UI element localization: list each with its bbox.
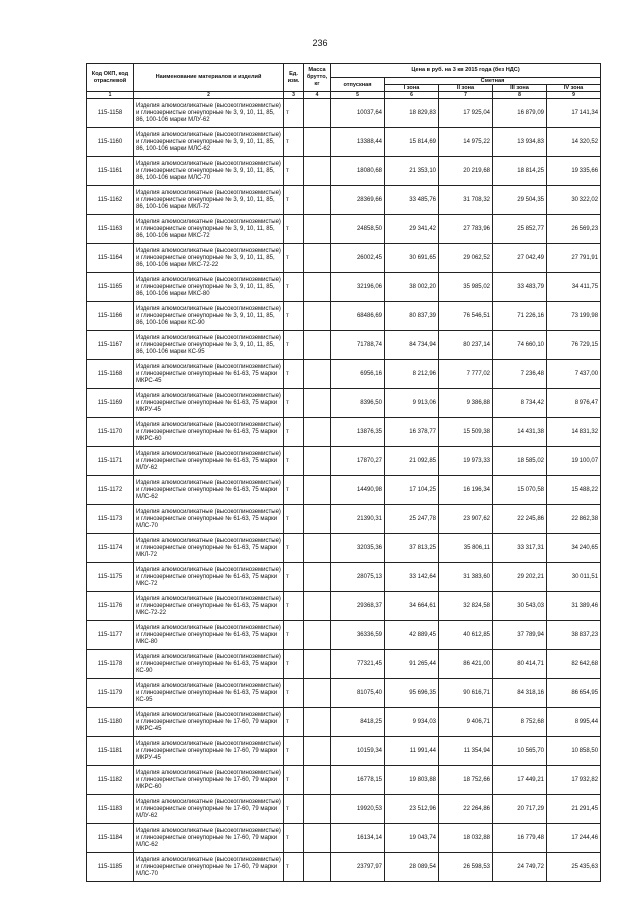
- row-zone-1-price: 23 512,96: [385, 795, 439, 824]
- row-release-price: 8418,25: [331, 708, 385, 737]
- row-code: 115-1183: [87, 795, 134, 824]
- row-release-price: 81075,40: [331, 679, 385, 708]
- row-zone-4-price: 10 858,50: [547, 737, 601, 766]
- row-unit: т: [284, 476, 304, 505]
- row-zone-1-price: 84 734,94: [385, 331, 439, 360]
- row-unit: т: [284, 650, 304, 679]
- row-code: 115-1166: [87, 302, 134, 331]
- row-release-price: 28075,13: [331, 563, 385, 592]
- row-zone-4-price: 15 488,22: [547, 476, 601, 505]
- table-row: [87, 157, 601, 186]
- row-release-price: 68486,69: [331, 302, 385, 331]
- row-mass: [304, 621, 331, 650]
- row-unit: т: [284, 273, 304, 302]
- header-zone-3: III зона: [493, 85, 547, 92]
- row-zone-2-price: 29 062,52: [439, 244, 493, 273]
- row-code: 115-1163: [87, 215, 134, 244]
- row-zone-1-price: 25 247,78: [385, 505, 439, 534]
- row-release-price: 18080,68: [331, 157, 385, 186]
- row-zone-3-price: 16 779,48: [493, 824, 547, 853]
- row-unit: т: [284, 128, 304, 157]
- row-zone-3-price: 25 852,77: [493, 215, 547, 244]
- row-zone-2-price: 35 806,11: [439, 534, 493, 563]
- row-code: 115-1168: [87, 360, 134, 389]
- row-mass: [304, 157, 331, 186]
- row-zone-4-price: 17 244,46: [547, 824, 601, 853]
- table-row: [87, 476, 601, 505]
- table-row: [87, 273, 601, 302]
- row-zone-4-price: 17 932,82: [547, 766, 601, 795]
- row-name: Изделия алюмосиликатные (высокоглиноземистые) и глинозернистые огнеупорные № 3, 9, 10, 11, 85, 86, 100-106 марки КС-90: [134, 302, 284, 331]
- row-mass: [304, 708, 331, 737]
- row-zone-1-price: 28 089,54: [385, 853, 439, 882]
- row-release-price: 26002,45: [331, 244, 385, 273]
- row-zone-2-price: 16 196,34: [439, 476, 493, 505]
- row-unit: т: [284, 592, 304, 621]
- row-zone-3-price: 71 226,16: [493, 302, 547, 331]
- column-number: 9: [547, 92, 601, 99]
- row-release-price: 23797,97: [331, 853, 385, 882]
- row-code: 115-1171: [87, 447, 134, 476]
- row-code: 115-1170: [87, 418, 134, 447]
- row-zone-4-price: 34 411,75: [547, 273, 601, 302]
- row-mass: [304, 331, 331, 360]
- row-unit: т: [284, 360, 304, 389]
- row-mass: [304, 215, 331, 244]
- row-zone-1-price: 15 814,69: [385, 128, 439, 157]
- table-row: [87, 331, 601, 360]
- table-row: [87, 766, 601, 795]
- row-code: 115-1164: [87, 244, 134, 273]
- header-zone-4: IV зона: [547, 85, 601, 92]
- row-zone-2-price: 31 708,32: [439, 186, 493, 215]
- row-release-price: 17870,27: [331, 447, 385, 476]
- row-code: 115-1185: [87, 853, 134, 882]
- row-code: 115-1180: [87, 708, 134, 737]
- column-number: 3: [284, 92, 304, 99]
- row-zone-3-price: 18 814,25: [493, 157, 547, 186]
- row-zone-3-price: 29 504,35: [493, 186, 547, 215]
- row-mass: [304, 824, 331, 853]
- row-zone-1-price: 33 485,76: [385, 186, 439, 215]
- row-code: 115-1161: [87, 157, 134, 186]
- row-mass: [304, 853, 331, 882]
- row-name: Изделия алюмосиликатные (высокоглиноземистые) и глинозернистые огнеупорные № 61-63, 75 марки МЛУ-62: [134, 447, 284, 476]
- row-unit: т: [284, 766, 304, 795]
- table-row: [87, 795, 601, 824]
- row-mass: [304, 795, 331, 824]
- row-name: Изделия алюмосиликатные (высокоглиноземистые) и глинозернистые огнеупорные № 3, 9, 10, 11, 85, 86, 100-106 марки МЛУ-62: [134, 99, 284, 128]
- row-code: 115-1176: [87, 592, 134, 621]
- row-zone-4-price: 73 199,98: [547, 302, 601, 331]
- row-zone-1-price: 21 092,85: [385, 447, 439, 476]
- row-zone-4-price: 27 791,91: [547, 244, 601, 273]
- row-zone-1-price: 38 002,20: [385, 273, 439, 302]
- row-zone-3-price: 16 879,09: [493, 99, 547, 128]
- row-zone-4-price: 30 322,02: [547, 186, 601, 215]
- row-unit: т: [284, 795, 304, 824]
- row-zone-2-price: 31 383,60: [439, 563, 493, 592]
- row-zone-2-price: 86 421,00: [439, 650, 493, 679]
- row-unit: т: [284, 157, 304, 186]
- row-zone-3-price: 33 317,31: [493, 534, 547, 563]
- row-zone-1-price: 9 934,03: [385, 708, 439, 737]
- row-name: Изделия алюмосиликатные (высокоглиноземистые) и глинозернистые огнеупорные № 17-60, 79 марки МЛС-62: [134, 824, 284, 853]
- row-unit: т: [284, 186, 304, 215]
- row-zone-4-price: 8 995,44: [547, 708, 601, 737]
- row-mass: [304, 534, 331, 563]
- row-zone-3-price: 8 752,68: [493, 708, 547, 737]
- row-name: Изделия алюмосиликатные (высокоглиноземистые) и глинозернистые огнеупорные № 61-63, 75 марки МКС-72: [134, 563, 284, 592]
- row-release-price: 8396,50: [331, 389, 385, 418]
- column-number: 1: [87, 92, 134, 99]
- row-name: Изделия алюмосиликатные (высокоглиноземистые) и глинозернистые огнеупорные № 3, 9, 10, 11, 85, 86, 100-106 марки МЛС-62: [134, 128, 284, 157]
- row-zone-4-price: 7 437,00: [547, 360, 601, 389]
- row-unit: т: [284, 447, 304, 476]
- row-zone-2-price: 80 237,14: [439, 331, 493, 360]
- row-zone-3-price: 18 585,02: [493, 447, 547, 476]
- row-zone-1-price: 9 913,06: [385, 389, 439, 418]
- row-zone-3-price: 33 483,79: [493, 273, 547, 302]
- row-unit: т: [284, 505, 304, 534]
- row-zone-3-price: 84 318,16: [493, 679, 547, 708]
- row-mass: [304, 447, 331, 476]
- row-name: Изделия алюмосиликатные (высокоглиноземистые) и глинозернистые огнеупорные № 61-63, 75 марки МКС-72-22: [134, 592, 284, 621]
- row-zone-1-price: 91 265,44: [385, 650, 439, 679]
- row-zone-1-price: 95 696,35: [385, 679, 439, 708]
- row-release-price: 10037,64: [331, 99, 385, 128]
- row-name: Изделия алюмосиликатные (высокоглиноземистые) и глинозернистые огнеупорные № 3, 9, 10, 11, 85, 86, 100-106 марки МЛС-70: [134, 157, 284, 186]
- row-zone-4-price: 82 642,68: [547, 650, 601, 679]
- row-code: 115-1162: [87, 186, 134, 215]
- row-mass: [304, 476, 331, 505]
- row-code: 115-1174: [87, 534, 134, 563]
- header-mass: Масса брутто, кг: [304, 64, 331, 92]
- table-row: [87, 302, 601, 331]
- row-name: Изделия алюмосиликатные (высокоглиноземистые) и глинозернистые огнеупорные № 61-63, 75 марки МКС-80: [134, 621, 284, 650]
- row-release-price: 19920,53: [331, 795, 385, 824]
- row-mass: [304, 592, 331, 621]
- row-zone-2-price: 14 975,22: [439, 128, 493, 157]
- table-row: [87, 186, 601, 215]
- row-zone-4-price: 34 240,65: [547, 534, 601, 563]
- column-number: 7: [439, 92, 493, 99]
- row-zone-2-price: 22 264,86: [439, 795, 493, 824]
- row-unit: т: [284, 99, 304, 128]
- row-release-price: 16134,14: [331, 824, 385, 853]
- row-release-price: 36336,59: [331, 621, 385, 650]
- row-zone-4-price: 17 141,34: [547, 99, 601, 128]
- row-name: Изделия алюмосиликатные (высокоглиноземистые) и глинозернистые огнеупорные № 61-63, 75 марки КС-90: [134, 650, 284, 679]
- row-zone-2-price: 40 612,85: [439, 621, 493, 650]
- row-zone-3-price: 20 717,29: [493, 795, 547, 824]
- row-zone-4-price: 25 435,63: [547, 853, 601, 882]
- row-release-price: 24858,50: [331, 215, 385, 244]
- row-zone-1-price: 33 142,64: [385, 563, 439, 592]
- row-unit: т: [284, 563, 304, 592]
- row-zone-2-price: 90 616,71: [439, 679, 493, 708]
- row-zone-4-price: 76 729,15: [547, 331, 601, 360]
- column-number: 5: [331, 92, 385, 99]
- row-name: Изделия алюмосиликатные (высокоглиноземистые) и глинозернистые огнеупорные № 17-60, 79 марки МЛС-70: [134, 853, 284, 882]
- row-release-price: 29368,37: [331, 592, 385, 621]
- row-name: Изделия алюмосиликатные (высокоглиноземистые) и глинозернистые огнеупорные № 17-60, 79 марки МКРС-60: [134, 766, 284, 795]
- row-mass: [304, 563, 331, 592]
- row-code: 115-1169: [87, 389, 134, 418]
- row-zone-1-price: 80 837,39: [385, 302, 439, 331]
- row-code: 115-1181: [87, 737, 134, 766]
- table-row: [87, 447, 601, 476]
- table-row: [87, 389, 601, 418]
- header-code: Код ОКП, код отраслевой: [87, 64, 134, 92]
- table-row: [87, 824, 601, 853]
- header-zone-1: I зона: [385, 85, 439, 92]
- row-mass: [304, 737, 331, 766]
- header-name: Наименование материалов и изделий: [134, 64, 284, 92]
- row-code: 115-1179: [87, 679, 134, 708]
- row-zone-4-price: 19 335,66: [547, 157, 601, 186]
- header-unit: Ед. изм.: [284, 64, 304, 92]
- row-zone-1-price: 37 813,25: [385, 534, 439, 563]
- row-zone-3-price: 30 543,03: [493, 592, 547, 621]
- row-zone-4-price: 19 100,07: [547, 447, 601, 476]
- row-release-price: 16778,15: [331, 766, 385, 795]
- row-release-price: 77321,45: [331, 650, 385, 679]
- row-zone-2-price: 9 406,71: [439, 708, 493, 737]
- row-zone-2-price: 27 783,96: [439, 215, 493, 244]
- row-zone-2-price: 11 354,94: [439, 737, 493, 766]
- row-zone-3-price: 27 042,49: [493, 244, 547, 273]
- row-unit: т: [284, 737, 304, 766]
- row-release-price: 71788,74: [331, 331, 385, 360]
- table-row: [87, 128, 601, 157]
- row-name: Изделия алюмосиликатные (высокоглиноземистые) и глинозернистые огнеупорные № 3, 9, 10, 11, 85, 86, 100-106 марки МКС-72-22: [134, 244, 284, 273]
- table-row: [87, 360, 601, 389]
- row-code: 115-1177: [87, 621, 134, 650]
- row-unit: т: [284, 302, 304, 331]
- row-unit: т: [284, 679, 304, 708]
- row-zone-3-price: 15 070,58: [493, 476, 547, 505]
- row-unit: т: [284, 331, 304, 360]
- row-code: 115-1184: [87, 824, 134, 853]
- row-code: 115-1165: [87, 273, 134, 302]
- row-name: Изделия алюмосиликатные (высокоглиноземистые) и глинозернистые огнеупорные № 61-63, 75 марки МКРС-60: [134, 418, 284, 447]
- row-zone-4-price: 14 831,32: [547, 418, 601, 447]
- row-zone-2-price: 19 973,33: [439, 447, 493, 476]
- row-zone-1-price: 18 829,83: [385, 99, 439, 128]
- row-zone-1-price: 17 104,25: [385, 476, 439, 505]
- column-number: 6: [385, 92, 439, 99]
- row-code: 115-1178: [87, 650, 134, 679]
- row-zone-4-price: 22 862,38: [547, 505, 601, 534]
- row-zone-2-price: 26 598,53: [439, 853, 493, 882]
- table-row: [87, 650, 601, 679]
- row-unit: т: [284, 708, 304, 737]
- row-code: 115-1167: [87, 331, 134, 360]
- row-zone-2-price: 18 752,66: [439, 766, 493, 795]
- row-mass: [304, 650, 331, 679]
- row-zone-4-price: 14 320,52: [547, 128, 601, 157]
- row-release-price: 32196,06: [331, 273, 385, 302]
- table-row: [87, 708, 601, 737]
- header-release-price: отпускная: [331, 78, 385, 92]
- row-zone-2-price: 20 219,68: [439, 157, 493, 186]
- row-mass: [304, 273, 331, 302]
- row-unit: т: [284, 853, 304, 882]
- row-zone-4-price: 38 837,23: [547, 621, 601, 650]
- row-unit: т: [284, 534, 304, 563]
- row-zone-3-price: 74 660,10: [493, 331, 547, 360]
- header-zone-2: II зона: [439, 85, 493, 92]
- row-zone-3-price: 24 749,72: [493, 853, 547, 882]
- header-estimate: Сметная: [385, 78, 601, 85]
- column-number: 2: [134, 92, 284, 99]
- row-zone-2-price: 32 824,58: [439, 592, 493, 621]
- row-name: Изделия алюмосиликатные (высокоглиноземистые) и глинозернистые огнеупорные № 61-63, 75 марки МКРУ-45: [134, 389, 284, 418]
- row-zone-1-price: 16 378,77: [385, 418, 439, 447]
- table-row: [87, 99, 601, 128]
- row-zone-2-price: 76 546,51: [439, 302, 493, 331]
- row-zone-4-price: 8 976,47: [547, 389, 601, 418]
- row-zone-3-price: 17 449,21: [493, 766, 547, 795]
- row-name: Изделия алюмосиликатные (высокоглиноземистые) и глинозернистые огнеупорные № 3, 9, 10, 11, 85, 86, 100-106 марки МКС-72: [134, 215, 284, 244]
- row-unit: т: [284, 418, 304, 447]
- row-mass: [304, 128, 331, 157]
- row-release-price: 28369,66: [331, 186, 385, 215]
- row-code: 115-1182: [87, 766, 134, 795]
- row-name: Изделия алюмосиликатные (высокоглиноземистые) и глинозернистые огнеупорные № 61-63, 75 марки МКРС-45: [134, 360, 284, 389]
- row-zone-1-price: 8 212,96: [385, 360, 439, 389]
- table-row: [87, 737, 601, 766]
- table-row: [87, 244, 601, 273]
- row-zone-2-price: 23 907,62: [439, 505, 493, 534]
- row-name: Изделия алюмосиликатные (высокоглиноземистые) и глинозернистые огнеупорные № 3, 9, 10, 11, 85, 86, 100-106 марки МКС-80: [134, 273, 284, 302]
- row-code: 115-1158: [87, 99, 134, 128]
- row-name: Изделия алюмосиликатные (высокоглиноземистые) и глинозернистые огнеупорные № 61-63, 75 марки МКЛ-72: [134, 534, 284, 563]
- row-mass: [304, 302, 331, 331]
- row-code: 115-1172: [87, 476, 134, 505]
- row-release-price: 14490,98: [331, 476, 385, 505]
- row-zone-3-price: 13 934,83: [493, 128, 547, 157]
- row-zone-3-price: 7 236,48: [493, 360, 547, 389]
- row-zone-3-price: 37 789,94: [493, 621, 547, 650]
- row-unit: т: [284, 621, 304, 650]
- row-zone-4-price: 26 569,23: [547, 215, 601, 244]
- row-mass: [304, 418, 331, 447]
- row-release-price: 10159,34: [331, 737, 385, 766]
- table-row: [87, 679, 601, 708]
- row-release-price: 21390,31: [331, 505, 385, 534]
- row-zone-2-price: 15 509,38: [439, 418, 493, 447]
- table-row: [87, 534, 601, 563]
- row-code: 115-1160: [87, 128, 134, 157]
- row-zone-4-price: 86 654,95: [547, 679, 601, 708]
- column-number: 8: [493, 92, 547, 99]
- row-zone-2-price: 35 985,02: [439, 273, 493, 302]
- row-zone-2-price: 7 777,02: [439, 360, 493, 389]
- row-code: 115-1175: [87, 563, 134, 592]
- row-name: Изделия алюмосиликатные (высокоглиноземистые) и глинозернистые огнеупорные № 17-60, 79 марки МЛУ-62: [134, 795, 284, 824]
- row-mass: [304, 99, 331, 128]
- row-zone-3-price: 29 202,21: [493, 563, 547, 592]
- row-zone-1-price: 30 691,65: [385, 244, 439, 273]
- header-price-group: Цена в руб. на 3 кв 2015 года (без НДС): [331, 64, 601, 78]
- row-name: Изделия алюмосиликатные (высокоглиноземистые) и глинозернистые огнеупорные № 3, 9, 10, 11, 85, 86, 100-106 марки КС-95: [134, 331, 284, 360]
- row-release-price: 13388,44: [331, 128, 385, 157]
- row-zone-3-price: 14 431,38: [493, 418, 547, 447]
- page-number: 236: [312, 38, 328, 48]
- row-code: 115-1173: [87, 505, 134, 534]
- row-zone-1-price: 34 664,61: [385, 592, 439, 621]
- row-zone-3-price: 8 734,42: [493, 389, 547, 418]
- row-unit: т: [284, 215, 304, 244]
- row-release-price: 13876,35: [331, 418, 385, 447]
- row-zone-1-price: 42 889,45: [385, 621, 439, 650]
- row-name: Изделия алюмосиликатные (высокоглиноземистые) и глинозернистые огнеупорные № 61-63, 75 марки МЛС-62: [134, 476, 284, 505]
- row-zone-4-price: 30 011,51: [547, 563, 601, 592]
- table-row: [87, 418, 601, 447]
- row-name: Изделия алюмосиликатные (высокоглиноземистые) и глинозернистые огнеупорные № 17-60, 79 марки МКРС-45: [134, 708, 284, 737]
- table-row: [87, 563, 601, 592]
- row-mass: [304, 186, 331, 215]
- row-unit: т: [284, 389, 304, 418]
- column-number: 4: [304, 92, 331, 99]
- table-row: [87, 621, 601, 650]
- row-unit: т: [284, 244, 304, 273]
- row-zone-3-price: 10 565,70: [493, 737, 547, 766]
- row-name: Изделия алюмосиликатные (высокоглиноземистые) и глинозернистые огнеупорные № 61-63, 75 марки КС-95: [134, 679, 284, 708]
- table-row: [87, 853, 601, 882]
- row-mass: [304, 766, 331, 795]
- table-row: [87, 215, 601, 244]
- row-zone-4-price: 31 389,46: [547, 592, 601, 621]
- row-name: Изделия алюмосиликатные (высокоглиноземистые) и глинозернистые огнеупорные № 17-60, 79 марки МКРУ-45: [134, 737, 284, 766]
- price-table: [86, 63, 601, 882]
- row-release-price: 32035,36: [331, 534, 385, 563]
- row-unit: т: [284, 824, 304, 853]
- column-numbers-row: [87, 92, 601, 99]
- row-zone-2-price: 9 386,88: [439, 389, 493, 418]
- row-zone-2-price: 18 032,88: [439, 824, 493, 853]
- row-mass: [304, 679, 331, 708]
- row-zone-3-price: 80 414,71: [493, 650, 547, 679]
- table-body: [87, 99, 601, 882]
- row-zone-1-price: 11 991,44: [385, 737, 439, 766]
- row-zone-1-price: 29 341,42: [385, 215, 439, 244]
- row-name: Изделия алюмосиликатные (высокоглиноземистые) и глинозернистые огнеупорные № 3, 9, 10, 11, 85, 86, 100-106 марки МКЛ-72: [134, 186, 284, 215]
- row-zone-3-price: 22 245,86: [493, 505, 547, 534]
- row-mass: [304, 389, 331, 418]
- row-release-price: 6956,16: [331, 360, 385, 389]
- row-mass: [304, 244, 331, 273]
- table-row: [87, 505, 601, 534]
- row-zone-4-price: 21 291,45: [547, 795, 601, 824]
- table-row: [87, 592, 601, 621]
- row-zone-1-price: 19 803,88: [385, 766, 439, 795]
- row-zone-2-price: 17 925,04: [439, 99, 493, 128]
- row-mass: [304, 505, 331, 534]
- row-zone-1-price: 19 043,74: [385, 824, 439, 853]
- row-mass: [304, 360, 331, 389]
- row-zone-1-price: 21 353,10: [385, 157, 439, 186]
- row-name: Изделия алюмосиликатные (высокоглиноземистые) и глинозернистые огнеупорные № 61-63, 75 марки МЛС-70: [134, 505, 284, 534]
